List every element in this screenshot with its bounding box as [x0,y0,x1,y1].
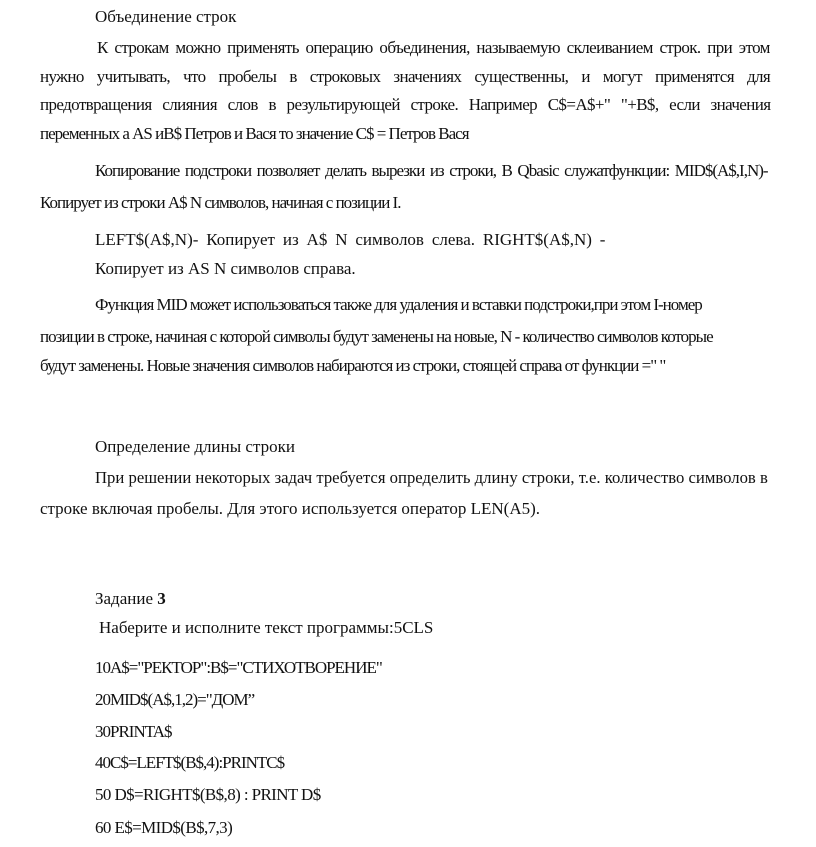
task-label: Задание [95,589,153,608]
task-number: 3 [157,589,166,608]
code-line: 40C$=LEFT$(B$,4):PRINTC$ [95,753,285,772]
paragraph-line: Копирует из строки A$ N символов, начиная с позиции I. [40,193,401,212]
section-title-concatenation: Объединение строк [95,7,237,26]
paragraph-line: Копирует из AS N символов справа. [95,259,356,278]
paragraph-line: переменных а AS иB$ Петров и Вася то значение C$ = Петров Вася [40,124,469,143]
section-title-string-length: Определение длины строки [95,437,295,456]
paragraph-line: нужно учитывать, что пробелы в строковых значениях существенны, и могут применятся для [40,67,771,86]
code-line: 20MID$(A$,1,2)="ДОМ” [95,690,255,709]
code-line: 60 E$=MID$(B$,7,3) [95,818,233,837]
paragraph-line: Функция MID может использоваться также для удаления и вставки подстроки,при этом I-номер [95,295,702,314]
code-line: 50 D$=RIGHT$(B$,8) : PRINT D$ [95,785,321,804]
paragraph-line: позиции в строке, начиная с которой символы будут заменены на новые, N - количество символов которые [40,327,713,346]
paragraph-line: будут заменены. Новые значения символов набираются из строки, стоящей справа от функции =" " [40,356,666,375]
task-heading [95,589,166,609]
code-line: 30PRINTA$ [95,722,172,741]
paragraph-line: LEFT$(A$,N)- Копирует из A$ N символов слева. RIGHT$(A$,N) - [95,230,606,249]
paragraph-line: К строкам можно применять операцию объединения, называемую склеиванием строк. при этом [97,38,770,57]
task-instruction: Наберите и исполните текст программы:5CLS [99,618,434,637]
paragraph-line: строке включая пробелы. Для этого используется оператор LEN(A5). [40,499,541,518]
code-line: 10A$="РЕКТОР":B$="СТИХОТВОРЕНИЕ" [95,658,382,677]
paragraph-line: Копирование подстроки позволяет делать вырезки из строки, В Qbasic служатфункции: MID$(A$,I,N)- [95,161,768,180]
paragraph-line: При решении некоторых задач требуется определить длину строки, т.е. количество символов в [95,468,768,487]
paragraph-line: предотвращения слияния слов в результирующей строке. Например C$=A$+" "+B$, если значения [40,95,771,114]
